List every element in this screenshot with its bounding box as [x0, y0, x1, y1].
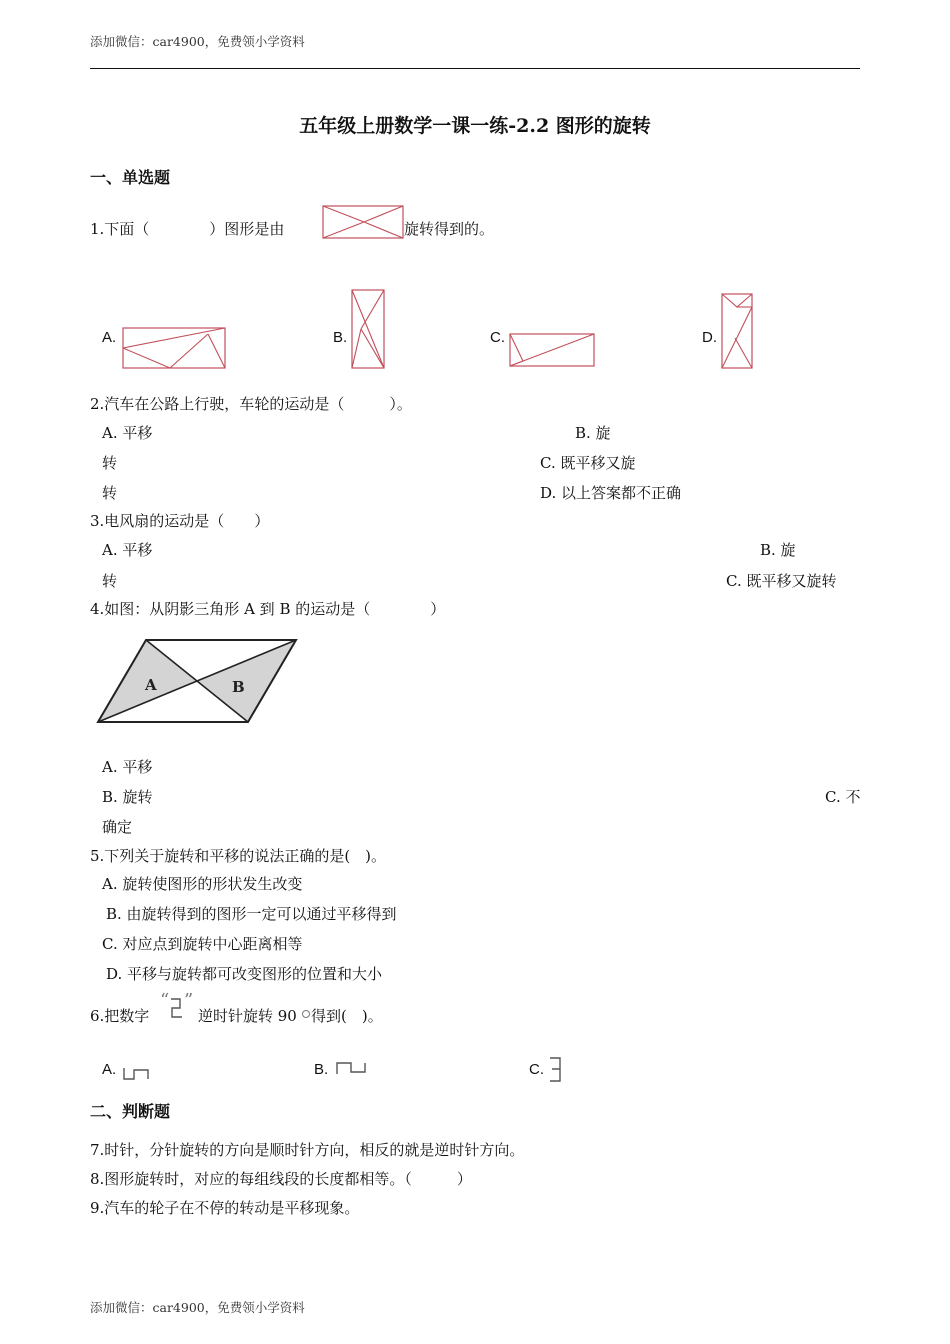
- q1-option-d-label[interactable]: D.: [702, 329, 717, 346]
- q5-option-a[interactable]: A. 旋转使图形的形状发生改变: [102, 875, 303, 893]
- q6-option-a-figure[interactable]: [122, 1066, 150, 1082]
- q4-parallelogram-figure: [96, 638, 300, 726]
- q3-option-b-wrap[interactable]: 转: [102, 572, 118, 590]
- q1-option-b-figure[interactable]: [351, 289, 385, 369]
- q5-option-b[interactable]: B. 由旋转得到的图形一定可以通过平移得到: [106, 905, 397, 923]
- question-5-stem: 5.下列关于旋转和平移的说法正确的是( )。: [90, 847, 387, 865]
- q1-option-b-label[interactable]: B.: [333, 329, 348, 346]
- q1-option-c-figure[interactable]: [509, 333, 595, 367]
- q1-option-c-label[interactable]: C.: [490, 329, 505, 346]
- section-heading-true-false: 二、判断题: [90, 1102, 171, 1121]
- question-3-stem: 3.电风扇的运动是（ ）: [90, 512, 270, 530]
- question-6-stem-middle: 逆时针旋转 90: [198, 1007, 297, 1025]
- page-header: 添加微信：car4900，免费领小学资料: [90, 34, 305, 49]
- question-8-stem: 8.图形旋转时，对应的每组线段的长度都相等。（ ）: [90, 1170, 472, 1188]
- q1-source-rectangle-figure: [322, 205, 404, 239]
- question-1-stem: 1.下面（ ）图形是由: [90, 220, 285, 238]
- q4-option-b[interactable]: B. 旋转: [102, 788, 153, 806]
- question-6-stem-end: 得到( )。: [311, 1007, 383, 1025]
- q4-option-a[interactable]: A. 平移: [102, 758, 153, 776]
- q1-option-a-figure[interactable]: [122, 327, 226, 369]
- question-7-stem: 7.时针，分针旋转的方向是顺时针方向，相反的就是逆时针方向。: [90, 1141, 525, 1159]
- section-heading-single-choice: 一、单选题: [90, 168, 171, 187]
- q4-option-c-wrap[interactable]: 确定: [102, 818, 133, 836]
- header-rule: [90, 68, 860, 69]
- svg-text:”: ”: [184, 990, 194, 1011]
- q3-option-a[interactable]: A. 平移: [102, 541, 153, 559]
- q4-label-b: B: [232, 678, 245, 696]
- q6-option-b-figure[interactable]: [335, 1060, 367, 1078]
- q1-option-a-label[interactable]: A.: [102, 329, 117, 346]
- q2-option-d[interactable]: D. 以上答案都不正确: [540, 484, 682, 502]
- question-1-stem-end: 旋转得到的。: [404, 220, 495, 238]
- question-4-stem: 4.如图：从阴影三角形 A 到 B 的运动是（ ）: [90, 600, 446, 618]
- q6-option-a-label[interactable]: A.: [102, 1061, 117, 1078]
- q6-digit-2-figure: [158, 992, 198, 1022]
- q6-option-c-label[interactable]: C.: [529, 1061, 544, 1078]
- q3-option-c[interactable]: C. 既平移又旋转: [726, 572, 837, 590]
- question-2-stem: 2.汽车在公路上行驶，车轮的运动是（ ）。: [90, 395, 412, 413]
- q2-option-c[interactable]: C. 既平移又旋: [540, 454, 636, 472]
- q2-option-b[interactable]: B. 旋: [575, 424, 611, 442]
- q1-option-d-figure[interactable]: [721, 293, 753, 369]
- page-footer: 添加微信：car4900，免费领小学资料: [90, 1300, 305, 1315]
- question-9-stem: 9.汽车的轮子在不停的转动是平移现象。: [90, 1199, 360, 1217]
- page-title: 五年级上册数学一课一练-2.2 图形的旋转: [299, 115, 651, 137]
- degree-icon: [302, 1010, 310, 1018]
- svg-text:“: “: [160, 990, 170, 1011]
- question-6-stem: 6.把数字: [90, 1007, 150, 1025]
- q4-label-a: A: [145, 676, 157, 694]
- q5-option-c[interactable]: C. 对应点到旋转中心距离相等: [102, 935, 303, 953]
- q6-option-c-figure[interactable]: [548, 1056, 564, 1084]
- q6-option-b-label[interactable]: B.: [314, 1061, 329, 1078]
- q2-option-b-wrap[interactable]: 转: [102, 454, 118, 472]
- q5-option-d[interactable]: D. 平移与旋转都可改变图形的位置和大小: [106, 965, 383, 983]
- q2-option-a[interactable]: A. 平移: [102, 424, 153, 442]
- q3-option-b[interactable]: B. 旋: [760, 541, 796, 559]
- q4-option-c[interactable]: C. 不: [825, 788, 861, 806]
- q2-option-c-wrap[interactable]: 转: [102, 484, 118, 502]
